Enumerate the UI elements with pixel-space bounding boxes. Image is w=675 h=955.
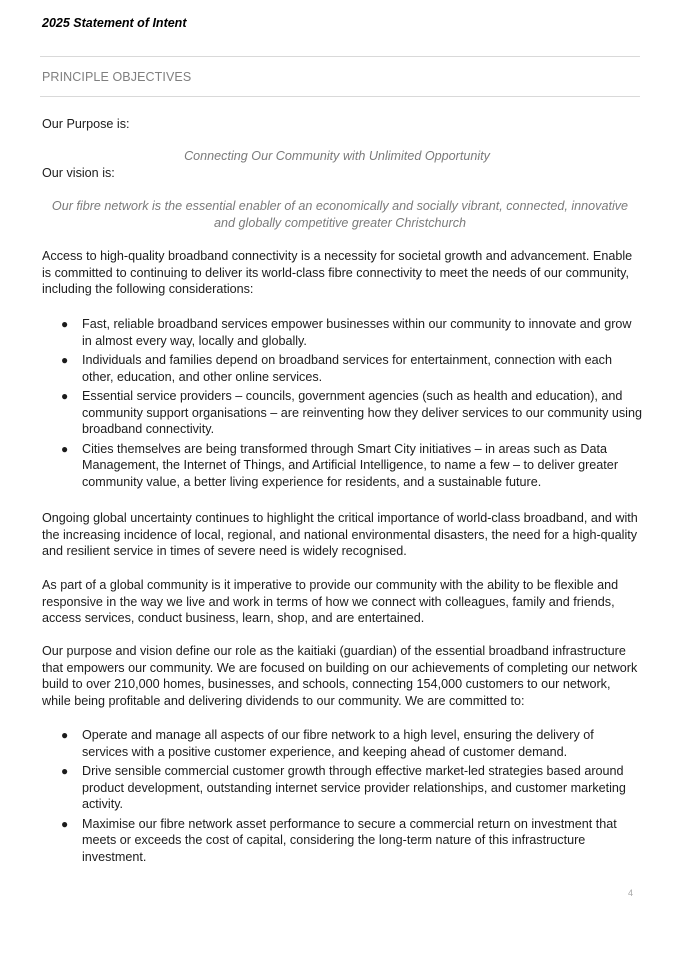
bullet-icon: ● [61, 728, 69, 742]
vision-statement [40, 198, 640, 231]
vision-statement-line-2: and globally competitive greater Christchurch [214, 215, 466, 230]
list-item: ● Individuals and families depend on broadband services for entertainment, connection with each other, education, and other online services. [61, 353, 612, 384]
vision-statement-line-1: Our fibre network is the essential enabler of an economically and socially vibrant, connected, innovative [51, 199, 629, 213]
list-item: ● Operate and manage all aspects of our fibre network to a high level, ensuring the delivery of services with a positive customer experience, and keeping ahead of customer demand. [61, 728, 594, 759]
document-header: 2025 Statement of Intent [42, 16, 187, 30]
purpose-statement: Connecting Our Community with Unlimited Opportunity [184, 149, 490, 163]
page-number: 4 [628, 888, 634, 898]
list-item: ● Essential service providers – councils, government agencies (such as health and education), and community support organisations – are reinventing how they deliver services to our community using broadband connectivity. [61, 389, 642, 436]
bullet-icon: ● [61, 441, 69, 456]
section-title: PRINCIPLE OBJECTIVES [42, 70, 192, 84]
bullet-icon: ● [61, 764, 69, 778]
vision-label: Our vision is: [42, 166, 115, 180]
top-divider [40, 56, 640, 57]
section-divider [40, 96, 640, 97]
list-item: ● Drive sensible commercial customer growth through effective market-led strategies based around product development, outstanding internet service provider relationships, and customer marketing activity. [61, 764, 626, 811]
global-community-paragraph: As part of a global community is it imperative to provide our community with the ability to be flexible and responsive in the way we live and work in terms of how we connect with colleagues, family and friends, access services, conduct business, learn, shop, and are entertained. [42, 578, 619, 625]
list-item: ● Maximise our fibre network asset performance to secure a commercial return on investment that meets or exceeds the cost of capital, considering the long-term nature of this infrastructure investment. [61, 816, 617, 864]
bullet-icon: ● [61, 816, 69, 831]
considerations-list [42, 316, 642, 493]
list-item: ● Fast, reliable broadband services empower businesses within our community to innovate and grow in almost every way, locally and globally. [61, 317, 632, 348]
role-paragraph: Our purpose and vision define our role as the kaitiaki (guardian) of the essential broadband infrastructure that empowers our community. We are focused on building on our achievements of completing our network build to over 210,000 homes, businesses, and schools, connecting 154,000 customers to our network, while being profitable and delivering dividends to our community. We are committed to: [42, 644, 638, 708]
bullet-icon: ● [61, 353, 69, 367]
uncertainty-paragraph: Ongoing global uncertainty continues to highlight the critical importance of world-class broadband, and with the increasing incidence of local, regional, and national environmental disasters, the need for a high-quality and resilient service in times of severe need is widely recognised. [42, 511, 638, 558]
commitments-list [42, 727, 642, 868]
purpose-label: Our Purpose is: [42, 117, 130, 131]
bullet-icon: ● [61, 317, 69, 331]
intro-paragraph: Access to high-quality broadband connectivity is a necessity for societal growth and advancement. Enable is committed to continuing to deliver its world-class fibre connectivity to meet the needs of our community, including the following considerations: [42, 249, 633, 296]
list-item: ● Cities themselves are being transformed through Smart City initiatives – in areas such as Data Management, the Internet of Things, and Artificial Intelligence, to name a few – to deliver greater community value, a better living experience for residents, and a sustainable future. [61, 441, 619, 489]
bullet-icon: ● [61, 389, 69, 403]
